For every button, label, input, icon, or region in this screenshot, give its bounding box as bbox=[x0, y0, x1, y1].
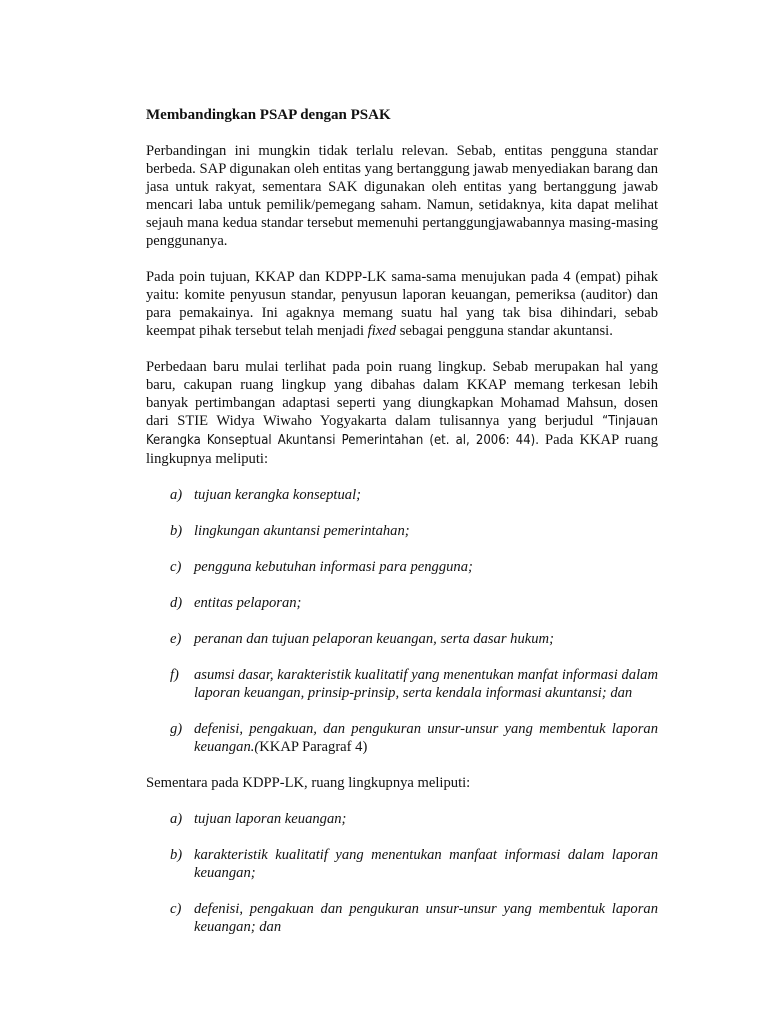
paragraph-4: Sementara pada KDPP-LK, ruang lingkupnya meliputi: bbox=[146, 775, 471, 791]
list-item bbox=[146, 594, 658, 612]
list-item bbox=[146, 558, 658, 576]
list-item bbox=[146, 486, 658, 504]
paragraph-2-fixed: fixed bbox=[367, 323, 397, 339]
document-title: Membandingkan PSAP dengan PSAK bbox=[146, 107, 391, 123]
list-marker: a) bbox=[170, 811, 183, 827]
paragraph-3 bbox=[146, 358, 658, 468]
list-marker: c) bbox=[170, 559, 182, 575]
kkap-scope-list bbox=[146, 486, 658, 756]
paragraph-3-text-a: Perbedaan baru mulai terlihat pada poin ruang lingkup. Sebab merupakan hal yang baru, cakupan ruang lingkup yang dibahas dalam KKAP memang terkesan lebih banyak pertimbangan adaptasi seperti yang diungkapkan Mohamad Mahsun, dosen dari STIE Widya Wiwaho Yogyakarta dalam tulisannya yang berjudul bbox=[146, 359, 658, 429]
list-item-text: karakteristik kualitatif yang menentukan manfaat informasi dalam laporan keuangan; bbox=[194, 847, 658, 881]
list-marker: f) bbox=[170, 667, 179, 683]
paragraph-2 bbox=[146, 268, 658, 340]
list-item-text: defenisi, pengakuan dan pengukuran unsur-unsur yang membentuk laporan keuangan; dan bbox=[194, 901, 658, 935]
list-item-text-italic: defenisi, pengakuan, dan pengukuran unsur-unsur yang membentuk laporan keuangan.( bbox=[194, 721, 658, 755]
list-item-text: peranan dan tujuan pelaporan keuangan, serta dasar hukum; bbox=[194, 631, 554, 647]
list-marker: c) bbox=[170, 901, 182, 917]
list-item-text: tujuan kerangka konseptual; bbox=[194, 487, 361, 503]
list-item-text: asumsi dasar, karakteristik kualitatif yang menentukan manfat informasi dalam laporan keuangan, prinsip-prinsip, serta kendala informasi akuntansi; dan bbox=[194, 667, 658, 701]
list-item-text: lingkungan akuntansi pemerintahan; bbox=[194, 523, 410, 539]
list-marker: g) bbox=[170, 721, 183, 737]
list-item bbox=[146, 630, 658, 648]
list-item-citation: KKAP Paragraf 4) bbox=[259, 739, 368, 755]
list-item bbox=[146, 846, 658, 882]
kdpp-scope-list bbox=[146, 810, 658, 936]
list-marker: d) bbox=[170, 595, 183, 611]
list-item-text: tujuan laporan keuangan; bbox=[194, 811, 347, 827]
list-marker: b) bbox=[170, 523, 183, 539]
paragraph-2-text-a: Pada poin tujuan, KKAP dan KDPP-LK sama-sama menujukan pada 4 (empat) pihak yaitu: komite penyusun standar, penyusun laporan keuangan, pemeriksa (auditor) dan para pemakainya. Ini agaknya memang suatu hal yang tak bisa dihindari, sebab keempat pihak tersebut telah menjadi bbox=[146, 269, 658, 339]
paragraph-2-text-b: sebagai pengguna standar akuntansi. bbox=[396, 323, 613, 339]
list-marker: b) bbox=[170, 847, 183, 863]
list-item bbox=[146, 900, 658, 936]
list-item bbox=[146, 522, 658, 540]
list-item-text: pengguna kebutuhan informasi para pengguna; bbox=[194, 559, 473, 575]
list-item bbox=[146, 666, 658, 702]
paragraph-1: Perbandingan ini mungkin tidak terlalu relevan. Sebab, entitas pengguna standar berbeda. SAP digunakan oleh entitas yang bertanggung jawab menyediakan barang dan jasa untuk rakyat, sementara SAK digunakan oleh entitas yang bertanggung jawab mencari laba untuk pemilik/pemegang saham. Namun, setidaknya, kita dapat melihat sejauh mana kedua standar tersebut memenuhi pertanggungjawabannya masing-masing penggunanya. bbox=[146, 143, 658, 249]
list-item bbox=[146, 810, 658, 828]
paragraph-3-text-b: Pada KKAP ruang lingkupnya meliputi: bbox=[146, 432, 658, 467]
paragraph-3-quote: “Tinjauan Kerangka Konseptual Akuntansi Pemerintahan (et. al, 2006: 44). bbox=[146, 414, 658, 448]
list-item-text: entitas pelaporan; bbox=[194, 595, 302, 611]
list-item-text bbox=[194, 720, 658, 756]
list-marker: e) bbox=[170, 631, 182, 647]
list-item bbox=[146, 720, 658, 756]
list-marker: a) bbox=[170, 487, 183, 503]
